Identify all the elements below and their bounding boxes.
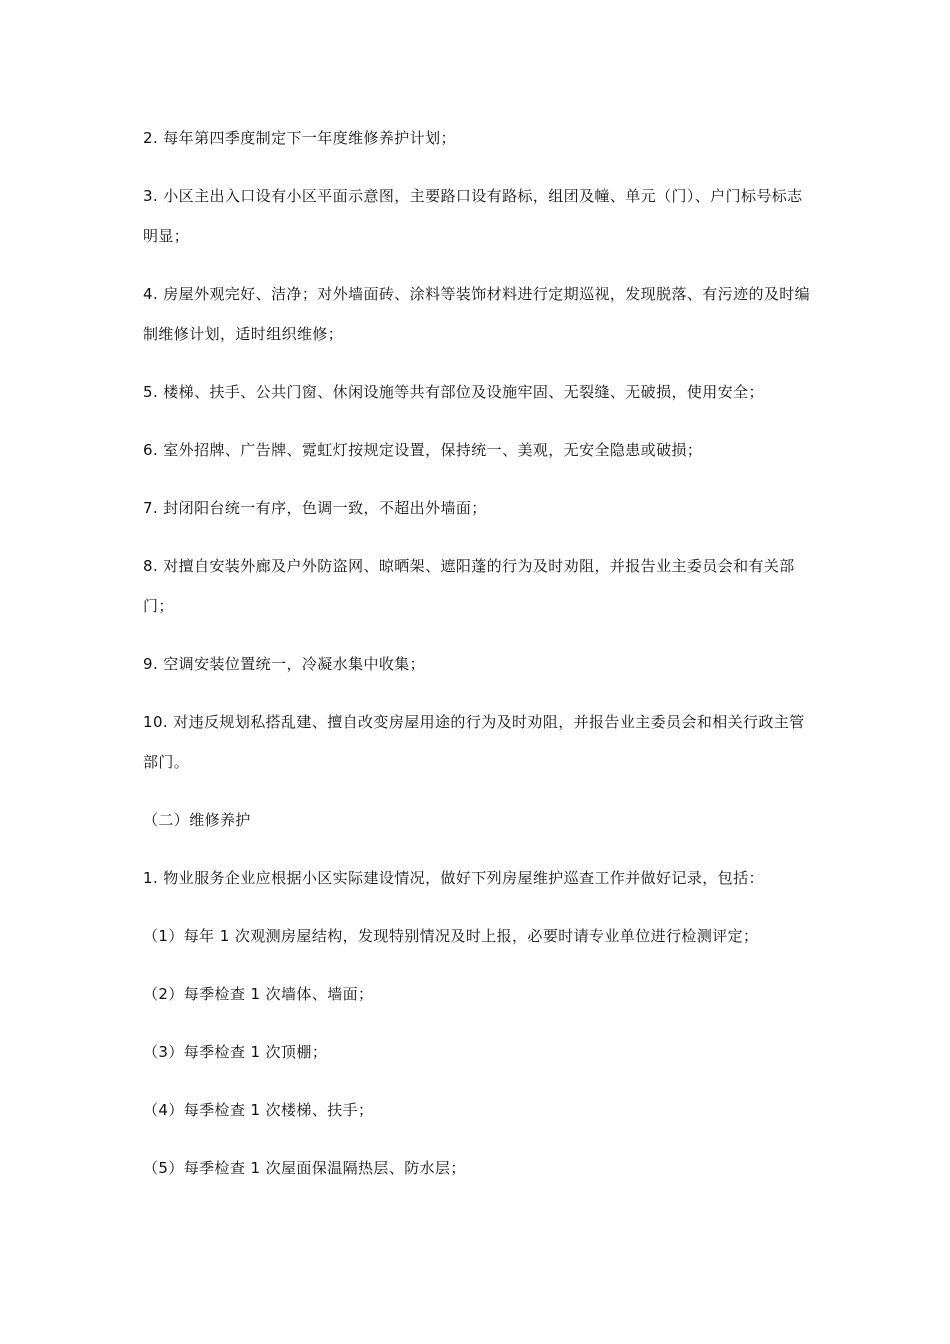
paragraph-maintenance-1: 1. 物业服务企业应根据小区实际建设情况，做好下列房屋维护巡查工作并做好记录，包括： — [143, 869, 764, 887]
paragraph-item-4: 4. 房屋外观完好、洁净；对外墙面砖、涂料等装饰材料进行定期巡视，发现脱落、有污迹的及时编制维修计划，适时组织维修； — [143, 285, 811, 343]
subitem-wall-check: （2）每季检查 1 次墙体、墙面； — [143, 985, 374, 1003]
subitem-roof-check: （5）每季检查 1 次屋面保温隔热层、防水层； — [143, 1159, 466, 1177]
paragraph-item-8: 8. 对擅自安装外廊及户外防盗网、晾晒架、遮阳蓬的行为及时劝阻，并报告业主委员会和有关部门； — [143, 557, 795, 615]
paragraph-item-3: 3. 小区主出入口设有小区平面示意图，主要路口设有路标，组团及幢、单元（门）、户门标号标志明显； — [143, 187, 803, 245]
document-body — [143, 118, 813, 1206]
paragraph-item-7: 7. 封闭阳台统一有序，色调一致，不超出外墙面； — [143, 499, 487, 517]
paragraph-item-2: 2. 每年第四季度制定下一年度维修养护计划； — [143, 129, 456, 147]
section-heading-maintenance: （二）维修养护 — [143, 811, 251, 829]
paragraph-item-5: 5. 楼梯、扶手、公共门窗、休闲设施等共有部位及设施牢固、无裂缝、无破损，使用安全； — [143, 383, 764, 401]
paragraph-item-6: 6. 室外招牌、广告牌、霓虹灯按规定设置，保持统一、美观，无安全隐患或破损； — [143, 441, 703, 459]
subitem-ceiling-check: （3）每季检查 1 次顶棚； — [143, 1043, 328, 1061]
subitem-structure-check: （1）每年 1 次观测房屋结构，发现特别情况及时上报，必要时请专业单位进行检测评定； — [143, 927, 759, 945]
paragraph-item-9: 9. 空调安装位置统一，冷凝水集中收集； — [143, 655, 426, 673]
subitem-stair-check: （4）每季检查 1 次楼梯、扶手； — [143, 1101, 374, 1119]
paragraph-item-10: 10. 对违反规划私搭乱建、擅自改变房屋用途的行为及时劝阻，并报告业主委员会和相关行政主管部门。 — [143, 713, 805, 771]
